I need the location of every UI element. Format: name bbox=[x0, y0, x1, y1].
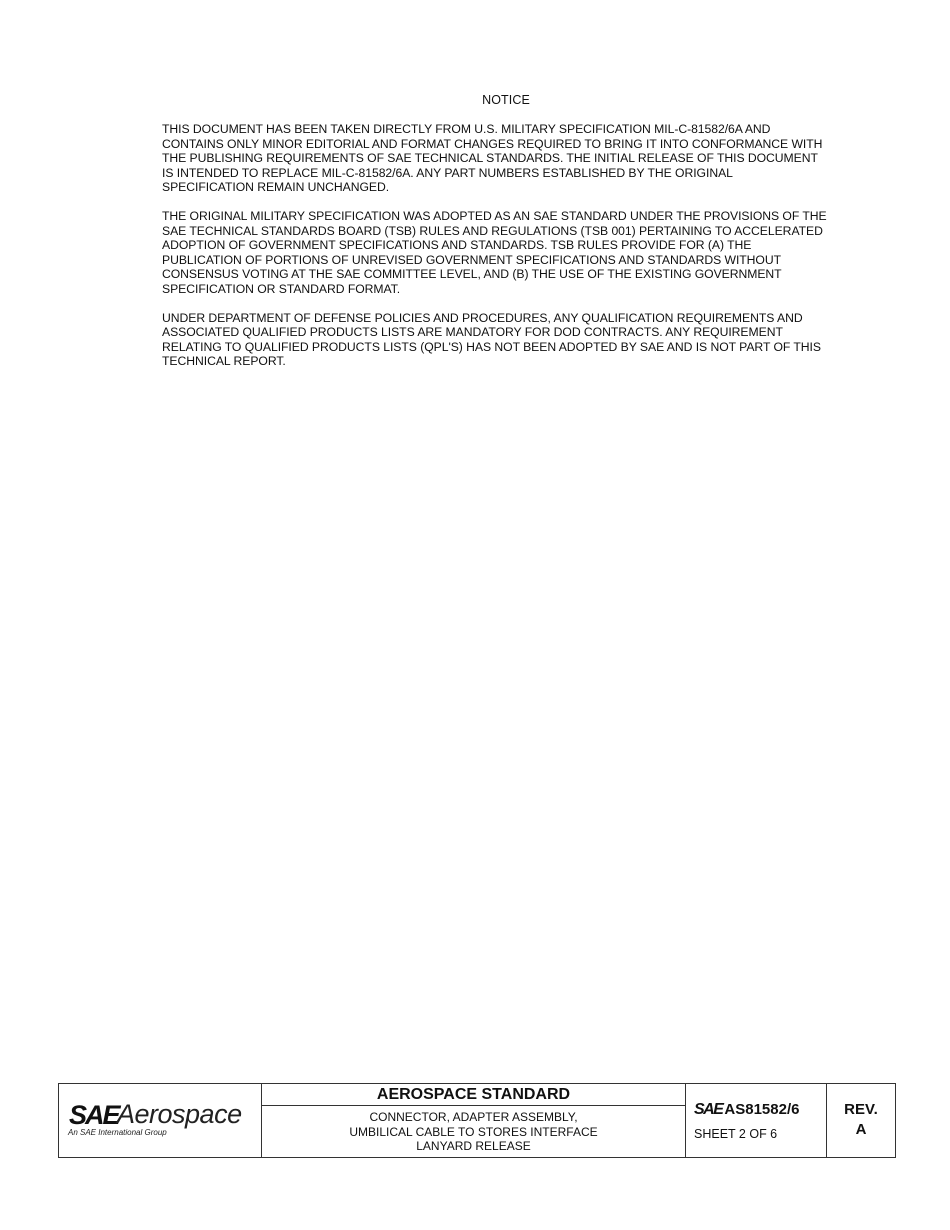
notice-heading: NOTICE bbox=[482, 93, 530, 107]
notice-paragraph-2: THE ORIGINAL MILITARY SPECIFICATION WAS ADOPTED AS AN SAE STANDARD UNDER THE PROVISIONS OF THE SAE TECHNICAL STANDARDS BOARD (TSB) RULES AND REGULATIONS (TSB 001) PERTAINING TO ACCELERATED ADOPTION OF GOVERNMENT SPECIFICATIONS AND STANDARDS. TSB RULES PROVIDE FOR (A) THE PUBLICATION OF PORTIONS OF UNREVISED GOVERNMENT SPECIFICATIONS AND STANDARDS WITHOUT CONSENSUS VOTING AT THE SAE COMMITTEE LEVEL, AND (B) THE USE OF THE EXISTING GOVERNMENT SPECIFICATION OR STANDARD FORMAT. bbox=[162, 209, 827, 296]
rev-value: A bbox=[855, 1121, 867, 1138]
title-block bbox=[58, 1083, 896, 1158]
doc-number-line bbox=[694, 1101, 799, 1119]
document-title-line-1: CONNECTOR, ADAPTER ASSEMBLY, bbox=[369, 1110, 578, 1124]
logo-cell bbox=[59, 1084, 262, 1157]
logo-tagline: An SAE International Group bbox=[68, 1128, 167, 1137]
sae-logo-mark: SAE bbox=[69, 1100, 119, 1130]
rev-label: REV. bbox=[844, 1101, 878, 1118]
document-title-line-2: UMBILICAL CABLE TO STORES INTERFACE bbox=[349, 1124, 598, 1139]
notice-body bbox=[162, 122, 862, 383]
notice-paragraph-1: THIS DOCUMENT HAS BEEN TAKEN DIRECTLY FROM U.S. MILITARY SPECIFICATION MIL-C-81582/6A AND CONTAINS ONLY MINOR EDITORIAL AND FORMAT CHANGES REQUIRED TO BRING IT INTO CONFORMANCE WITH THE PUBLISHING REQUIREMENTS OF SAE TECHNICAL STANDARDS. THE INITIAL RELEASE OF THIS DOCUMENT IS INTENDED TO REPLACE MIL-C-81582/6A. ANY PART NUMBERS ESTABLISHED BY THE ORIGINAL SPECIFICATION REMAIN UNCHANGED. bbox=[162, 122, 823, 194]
standard-heading: AEROSPACE STANDARD bbox=[262, 1084, 685, 1106]
title-cell bbox=[262, 1084, 686, 1157]
revision-cell bbox=[827, 1084, 895, 1157]
doc-number-cell bbox=[686, 1084, 827, 1157]
document-title bbox=[262, 1110, 685, 1154]
document-title-line-3: LANYARD RELEASE bbox=[416, 1139, 531, 1153]
sae-mini-logo: SAE bbox=[694, 1101, 723, 1118]
doc-number: AS81582/6 bbox=[724, 1101, 800, 1118]
aerospace-wordmark: Aerospace bbox=[117, 1099, 242, 1129]
sheet-number: SHEET 2 OF 6 bbox=[694, 1127, 778, 1141]
notice-paragraph-3: UNDER DEPARTMENT OF DEFENSE POLICIES AND PROCEDURES, ANY QUALIFICATION REQUIREMENTS AND ASSOCIATED QUALIFIED PRODUCTS LISTS ARE MANDATORY FOR DOD CONTRACTS. ANY REQUIREMENT RELATING TO QUALIFIED PRODUCTS LISTS (QPL'S) HAS NOT BEEN ADOPTED BY SAE AND IS NOT PART OF THIS TECHNICAL REPORT. bbox=[162, 310, 821, 368]
